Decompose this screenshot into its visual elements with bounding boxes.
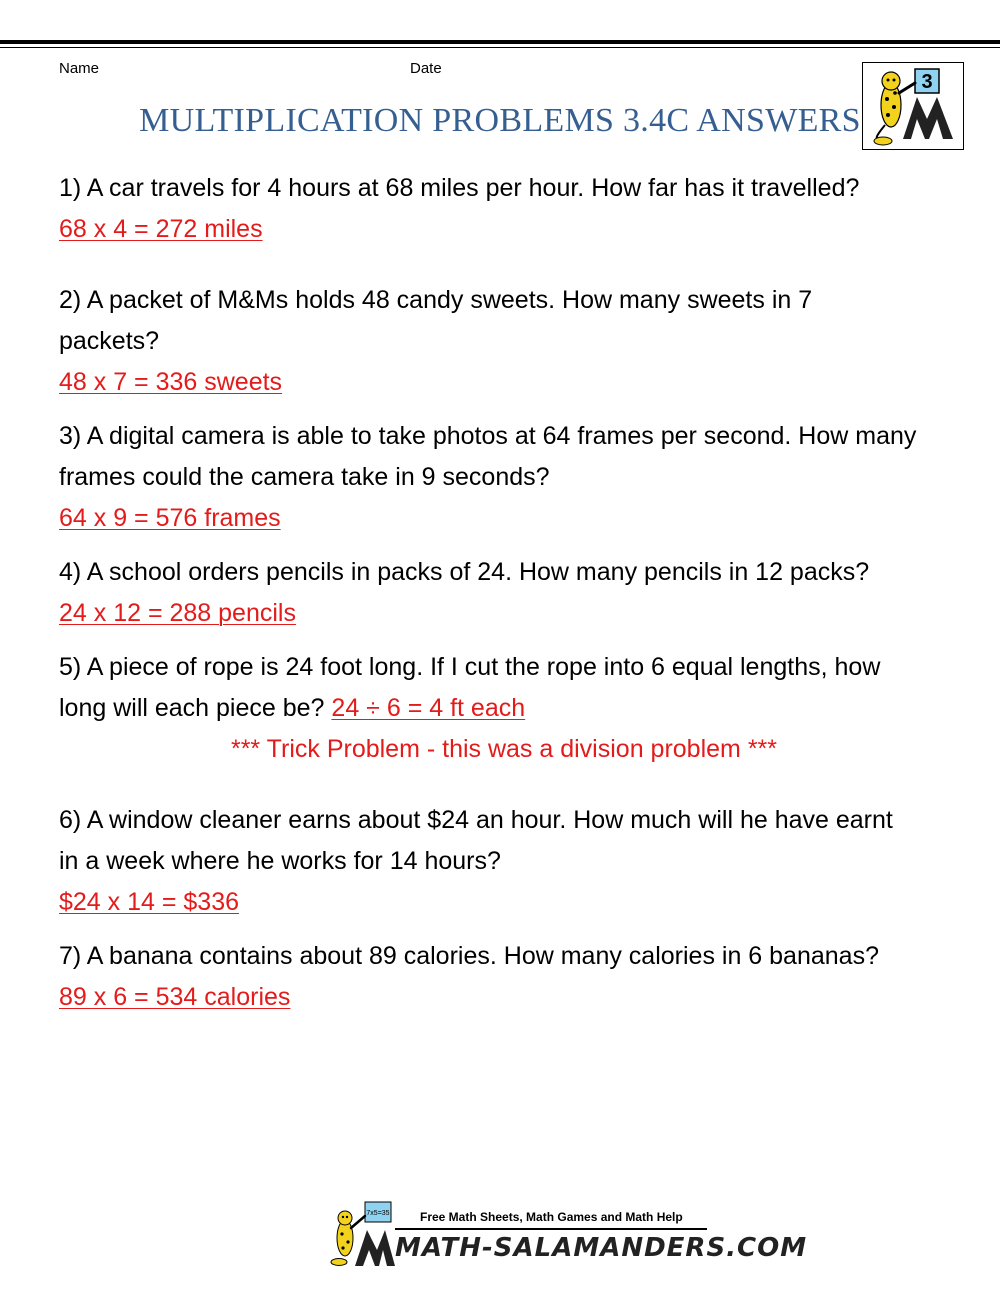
problem-6 (59, 800, 949, 923)
problem-answer: 64 x 9 = 576 frames (59, 504, 281, 532)
problem-answer: 48 x 7 = 336 sweets (59, 368, 283, 396)
problem-question: 6) A window cleaner earns about $24 an hour. How much will he have earnt in a week where he works for 14 hours? (59, 806, 893, 875)
page-title: MULTIPLICATION PROBLEMS 3.4C ANSWERS (139, 102, 861, 139)
footer-logo (325, 1200, 808, 1270)
footer-site-name: MATH-SALAMANDERS.COM (395, 1233, 808, 1263)
problem-5 (59, 647, 949, 770)
problem-answer: 24 ÷ 6 = 4 ft each (331, 694, 526, 722)
problem-7 (59, 936, 949, 1018)
problem-3 (59, 416, 949, 539)
problem-question: 7) A banana contains about 89 calories. How many calories in 6 bananas? (59, 942, 879, 970)
footer-tagline: Free Math Sheets, Math Games and Math Help (420, 1210, 683, 1224)
footer-salamander-icon (325, 1200, 395, 1270)
problem-answer: 24 x 12 = 288 pencils (59, 599, 296, 627)
problem-2 (59, 280, 949, 403)
footer-rule (395, 1228, 707, 1230)
salamander-logo-icon (863, 63, 963, 149)
grade-badge-text: 3 (921, 71, 933, 93)
problem-answer: 89 x 6 = 534 calories (59, 983, 291, 1011)
grade-logo (862, 62, 964, 150)
top-rule-thick (0, 40, 1000, 44)
problem-question: 1) A car travels for 4 hours at 68 miles per hour. How far has it travelled? (59, 174, 860, 202)
problem-answer: $24 x 14 = $336 (59, 888, 240, 916)
name-label: Name (59, 60, 100, 77)
date-label: Date (410, 60, 442, 77)
problem-question: 5) A piece of rope is 24 foot long. If I cut the rope into 6 equal lengths, how long will each piece be? (59, 653, 881, 722)
problem-question: 4) A school orders pencils in packs of 24. How many pencils in 12 packs? (59, 558, 870, 586)
problem-1 (59, 168, 949, 250)
top-rule-thin (0, 47, 1000, 48)
problem-question: 3) A digital camera is able to take photos at 64 frames per second. How many frames could the camera take in 9 seconds? (59, 422, 917, 491)
problem-question: 2) A packet of M&Ms holds 48 candy sweets. How many sweets in 7 packets? (59, 286, 813, 355)
problem-answer: 68 x 4 = 272 miles (59, 215, 263, 243)
problem-4 (59, 552, 949, 634)
trick-note: *** Trick Problem - this was a division problem *** (230, 735, 778, 763)
footer-badge-text: 7x5=35 (366, 1210, 390, 1217)
problem-list (59, 168, 949, 1018)
